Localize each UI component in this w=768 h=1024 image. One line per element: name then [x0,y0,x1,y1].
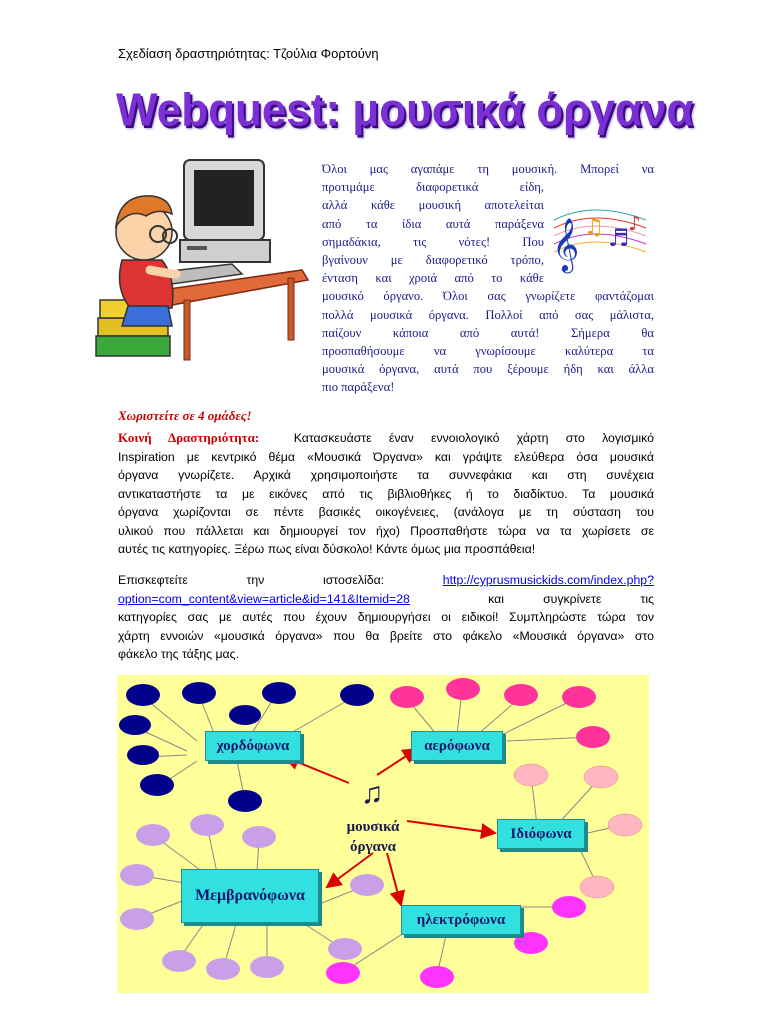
activity-line: αυτές τις κατηγορίες. Ξέρω πως είναι δύσκολο! Κάντε όμως μια προσπάθεια! [118,542,536,556]
intro-line: πολλά μουσικά όργανα. Πολλοί από σας μάλιστα, [322,307,654,322]
intro-line: παίζουν κάποια από αυτά! Σήμερα θα [322,325,654,340]
activity-text: Κατασκευάστε έναν εννοιολογικό χάρτη στο λογισμικό [293,431,655,445]
intro-line: προσπαθήσουμε να γνωρίσουμε καλύτερα τα [322,344,654,359]
intro-line: αλλά κάθε μουσική αποτελείται [322,198,544,213]
svg-text:𝄞: 𝄞 [552,217,580,271]
svg-text:♬: ♬ [608,224,630,252]
website-link-part2[interactable]: option=com_content&view=article&id=141&Itemid=28 [118,591,410,606]
svg-text:♫: ♫ [584,215,604,240]
category-box-electrophones: ηλεκτρόφωνα [401,905,521,935]
groups-heading: Χωριστείτε σε 4 ομάδες! [118,408,252,423]
center-label-line2: όργανα [350,839,396,855]
category-box-strings: χορδόφωνα [205,731,301,761]
visit-second-line [118,590,654,609]
visit-line: χάρτη εννοιών «μουσικά όργανα» που θα βρείτε στο φάκελο «Μουσικά όργανα» στο [118,628,654,643]
common-activity [118,429,654,559]
intro-line: πιο παράξενα! [322,380,395,395]
activity-line: υλικού που πάλλεται και δημιουργεί τον ήχο) Προσπαθήστε τώρα να τα χωρίσετε σε [118,523,654,538]
intro-paragraph [322,160,654,397]
visit-line: φάκελο της τάξης μας. [118,647,239,661]
activity-designer: Σχεδίαση δραστηριότητας: Τζούλια Φορτούνη [118,46,379,61]
svg-text:♪: ♪ [628,211,641,235]
activity-label: Κοινή Δραστηριότητα: [118,430,260,445]
music-notes-icon: ♫ [360,777,384,810]
center-label-line1: μουσικά [346,819,400,835]
activity-line: Inspiration με κεντρικό θέμα «Μουσικά Όργανα» και γράψτε ελεύθερα όσα μουσικά [118,449,654,464]
visit-line: κατηγορίες σας με αυτές που έχουν δημιουργήσει οι ειδικοί! Συμπληρώστε τώρα τον [118,610,654,624]
category-box-membranophones: Μεμβρανόφωνα [181,869,319,923]
intro-line: μουσικά όργανα, αυτά που ξέρουμε ήδη και άλλα [322,362,654,377]
category-box-idiophones: Ιδιόφωνα [497,819,585,849]
concept-map [117,675,649,993]
activity-line: αντικαταστήστε τα με εικόνες από τις βιβλιοθήκες ή το διαδίκτυο. Τα μουσικά [118,486,654,501]
website-link-part1[interactable]: http://cyprusmusickids.com/index.php? [442,573,654,587]
intro-line: Όλοι μας αγαπάμε τη μουσική. Μπορεί να [322,162,654,176]
intro-line: προτιμάμε διαφορετικά είδη, [322,180,544,195]
visit-first-line [118,571,654,590]
page-title: Webquest: μουσικά όργανα [116,84,694,137]
activity-first-line [118,429,654,448]
activity-line: όργανα γνωρίζετε. Αρχικά χρησιμοποιήστε τα συννεφάκια και στη συνέχεια [118,468,654,482]
visit-after-link: και συγκρίνετε τις [488,591,654,606]
boy-computer-clipart [92,140,310,370]
intro-line: μουσικό όργανο. Όλοι σας γνωρίζετε φαντάζομαι [322,289,654,304]
category-box-winds: αερόφωνα [411,731,503,761]
activity-line: όργανα χωρίζονται σε πέντε βασικές οικογένειες, (ανάλογα με τη σύσταση του [118,505,654,519]
intro-line: βγαίνουν με διαφορετικό τρόπο, [322,253,544,268]
intro-line: ένταση και χροιά από το κάθε [322,271,544,286]
visit-paragraph [118,571,654,664]
concept-map-center [313,817,433,857]
visit-prefix: Επισκεφτείτε την ιστοσελίδα: [118,573,385,587]
intro-line: από τα ίδια αυτά παράξενα [322,216,544,231]
intro-line: σημαδάκια, τις νότες! Που [322,234,544,249]
